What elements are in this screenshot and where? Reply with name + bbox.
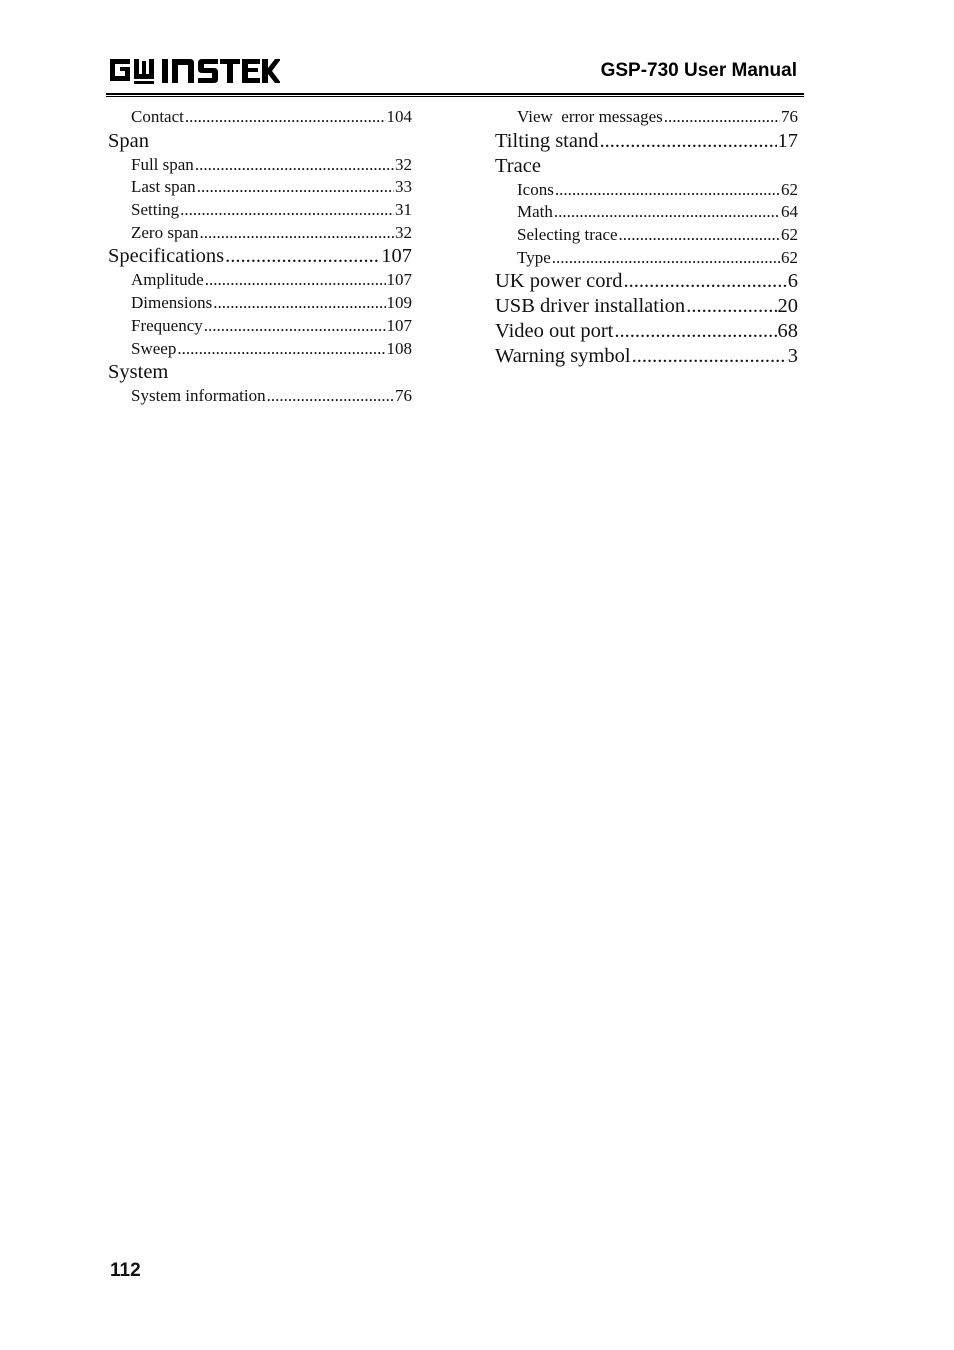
index-entry-contact: Contact ..... 104 xyxy=(131,106,412,129)
index-entry-type: Type ..... 62 xyxy=(517,247,798,270)
index-entry-last-span: Last span ..... 33 xyxy=(131,176,412,199)
index-heading-span: Span xyxy=(108,129,149,152)
index-entry-frequency: Frequency ..... 107 xyxy=(131,315,412,338)
index-heading-trace: Trace xyxy=(495,154,541,177)
index-column-right xyxy=(495,106,798,369)
index-entry-system-information: System information ..... 76 xyxy=(131,385,412,408)
page-number: 112 xyxy=(110,1260,141,1281)
index-entry-selecting-trace: Selecting trace ..... 62 xyxy=(517,224,798,247)
index-entry-amplitude: Amplitude ..... 107 xyxy=(131,269,412,292)
header-divider xyxy=(106,93,804,97)
index-entry-specifications: Specifications ..... 107 xyxy=(108,244,412,269)
index-entry-usb-driver-installation: USB driver installation ..... 20 xyxy=(495,294,798,319)
index-entry-zero-span: Zero span ..... 32 xyxy=(131,222,412,245)
index-heading-system: System xyxy=(108,361,169,384)
index-entry-full-span: Full span ..... 32 xyxy=(131,154,412,177)
index-entry-view-error-messages: View error messages ..... 76 xyxy=(517,106,798,129)
index-column-left xyxy=(108,106,412,408)
index-entry-icons: Icons ..... 62 xyxy=(517,179,798,202)
gw-instek-logo xyxy=(108,55,280,85)
index-entry-sweep: Sweep ..... 108 xyxy=(131,338,412,361)
index-entry-setting: Setting ..... 31 xyxy=(131,199,412,222)
manual-title: GSP-730 User Manual xyxy=(600,60,797,81)
index-entry-dimensions: Dimensions ..... 109 xyxy=(131,292,412,315)
index-entry-tilting-stand: Tilting stand ..... 17 xyxy=(495,129,798,154)
index-entry-math: Math ..... 64 xyxy=(517,201,798,224)
index-entry-warning-symbol: Warning symbol ..... 3 xyxy=(495,344,798,369)
index-entry-uk-power-cord: UK power cord ..... 6 xyxy=(495,269,798,294)
index-entry-video-out-port: Video out port ..... 68 xyxy=(495,319,798,344)
